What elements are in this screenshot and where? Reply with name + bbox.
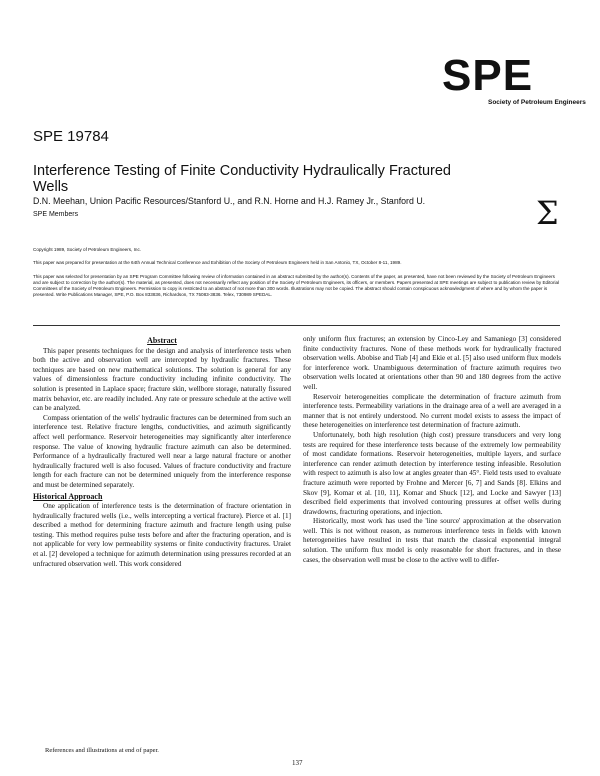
right-column: [303, 335, 561, 565]
right-paragraph-4: Historically, most work has used the 'line source' approximation at the observation well. This is not without reason, as numerous interference tests in fields with known heterogeneities have resulted in tests that match the classical exponential integral solution. The uniform flux model is only reasonable for short fractures, and in these cases, the observation well must be close to the active well to differ-: [303, 517, 561, 564]
paper-number: SPE 19784: [33, 128, 109, 145]
abstract-paragraph-1: This paper presents techniques for the design and analysis of interference tests when both the active and observation well are intercepted by hydraulic fractures. These techniques are based on new mathematical solutions. The solution is general for any values of dimensionless fracture conductivity including infinite conductivity. The solution is presented in Laplace space; fracture skin, wellbore storage, naturally fissured matrix behavior, etc. are readily included. Any rate or pressure schedule at the active well can be analyzed.: [33, 346, 291, 413]
abstract-paragraph-2: Compass orientation of the wells' hydraulic fractures can be determined from such an interference test. Relative fracture lengths, conductivities, and azimuth significantly affect well performance. Reservoir heterogeneities may significantly alter interference response. The value of knowing hydraulic fracture azimuth can also be determined. Performance of a hydraulically fractured well near a large natural fracture or another hydraulically fractured well is also focused. Values of fracture conductivity and fracture length for each fracture can not be determined uniquely from the interference response and must be determined separately.: [33, 413, 291, 489]
historical-paragraph-1: One application of interference tests is the determination of fracture orientation in hydraulically fractured wells (i.e., wells intercepting a vertical fracture). Pierce et al. [1] described a method for determining fracture azimuth and fracture length using pulse testing. This method requires pulse tests before and after the fracturing operation, and is not applicable for very low permeability systems or finite conductivity fractures. Uraiet et al. [2] developed a technique for azimuth determination using pressures recorded at an unfractured observation well. This work considered: [33, 502, 291, 568]
abstract-heading: Abstract: [147, 336, 177, 345]
selection-notice: This paper was selected for presentation by an SPE Program Committee following review of information contained in an abstract submitted by the author(s). Contents of the paper, as presented, have not been reviewed by the Society of Petroleum Engineers and are subject to correction by the author(s). The material, as presented, does not necessarily reflect any position of the Society of Petroleum Engineers, its officers, or members. Papers presented at SPE meetings are subject to publication review by Editorial Committees of the Society of Petroleum Engineers. Permission to copy is restricted to an abstract of not more than 300 words. Illustrations may not be copied. The abstract should contain conspicuous acknowledgment of where and by whom the paper is presented. Write Publications Manager, SPE, P.O. Box 833836, Richardson, TX 75083-3836. Telex, 730989 SPEDAL.: [33, 274, 560, 297]
paper-title: Interference Testing of Finite Conductivity Hydraulically Fractured Wells: [33, 163, 452, 195]
header-divider: [33, 325, 560, 326]
page-number: 137: [292, 759, 303, 767]
historical-heading: Historical Approach: [33, 491, 103, 501]
footnote: References and illustrations at end of paper.: [45, 747, 159, 754]
spe-logo: SPE: [442, 51, 534, 100]
society-name: Society of Petroleum Engineers: [488, 99, 586, 106]
right-paragraph-1: only uniform flux fractures; an extension by Cinco-Ley and Samaniego [3] considered finite conductivity fractures. None of these methods work for hydraulically fractured observation wells. Abobise and Tiab [4] and Ekie et al. [5] also used uniform flux models for interference work. Unambiguous determination of fracture azimuth requires two observation wells located at orientations other than 90 and 180 degrees from the active well.: [303, 335, 561, 391]
author-line: D.N. Meehan, Union Pacific Resources/Stanford U., and R.N. Horne and H.J. Ramey Jr., Stanford U.: [33, 196, 426, 206]
copyright-notice: Copyright 1989, Society of Petroleum Engineers, Inc.: [33, 247, 142, 252]
presentation-notice: This paper was prepared for presentation at the 64th Annual Technical Conference and Exhibition of the Society of Petroleum Engineers held in San Antonio, TX, October 8-11, 1989.: [33, 260, 402, 265]
right-paragraph-2: Reservoir heterogeneities complicate the determination of fracture azimuth from interference tests. Permeability variations in the drainage area of a well are averaged in a manner that is not entirely understood. No current model exists to assess the impact of these heterogeneities on interference test determination of fracture azimuth.: [303, 392, 561, 430]
left-column: [33, 335, 291, 569]
members-label: SPE Members: [33, 211, 79, 218]
right-paragraph-3: Unfortunately, both high resolution (high cost) pressure transducers and very long tests are required for these interference tests because of the extremely low permeability of most candidate formations. Reservoir heterogeneities, multiple layers, and surface interference can render azimuth detection by interference testing infeasible. Resolution with respect to azimuth is also low at angles greater than 45°. Field tests used to evaluate fracture azimuth were reported by Frohne and Mercer [6, 7] and Sands [8]. Elkins and Skov [9], Komar et al. [10, 11], Komar and Shuck [12], and Locke and Sawyer [13] described field experiments that involved contouring pressures at offset wells during drawdowns, fracturing operations, and injection.: [303, 430, 561, 516]
sigma-icon: Σ: [536, 194, 559, 232]
